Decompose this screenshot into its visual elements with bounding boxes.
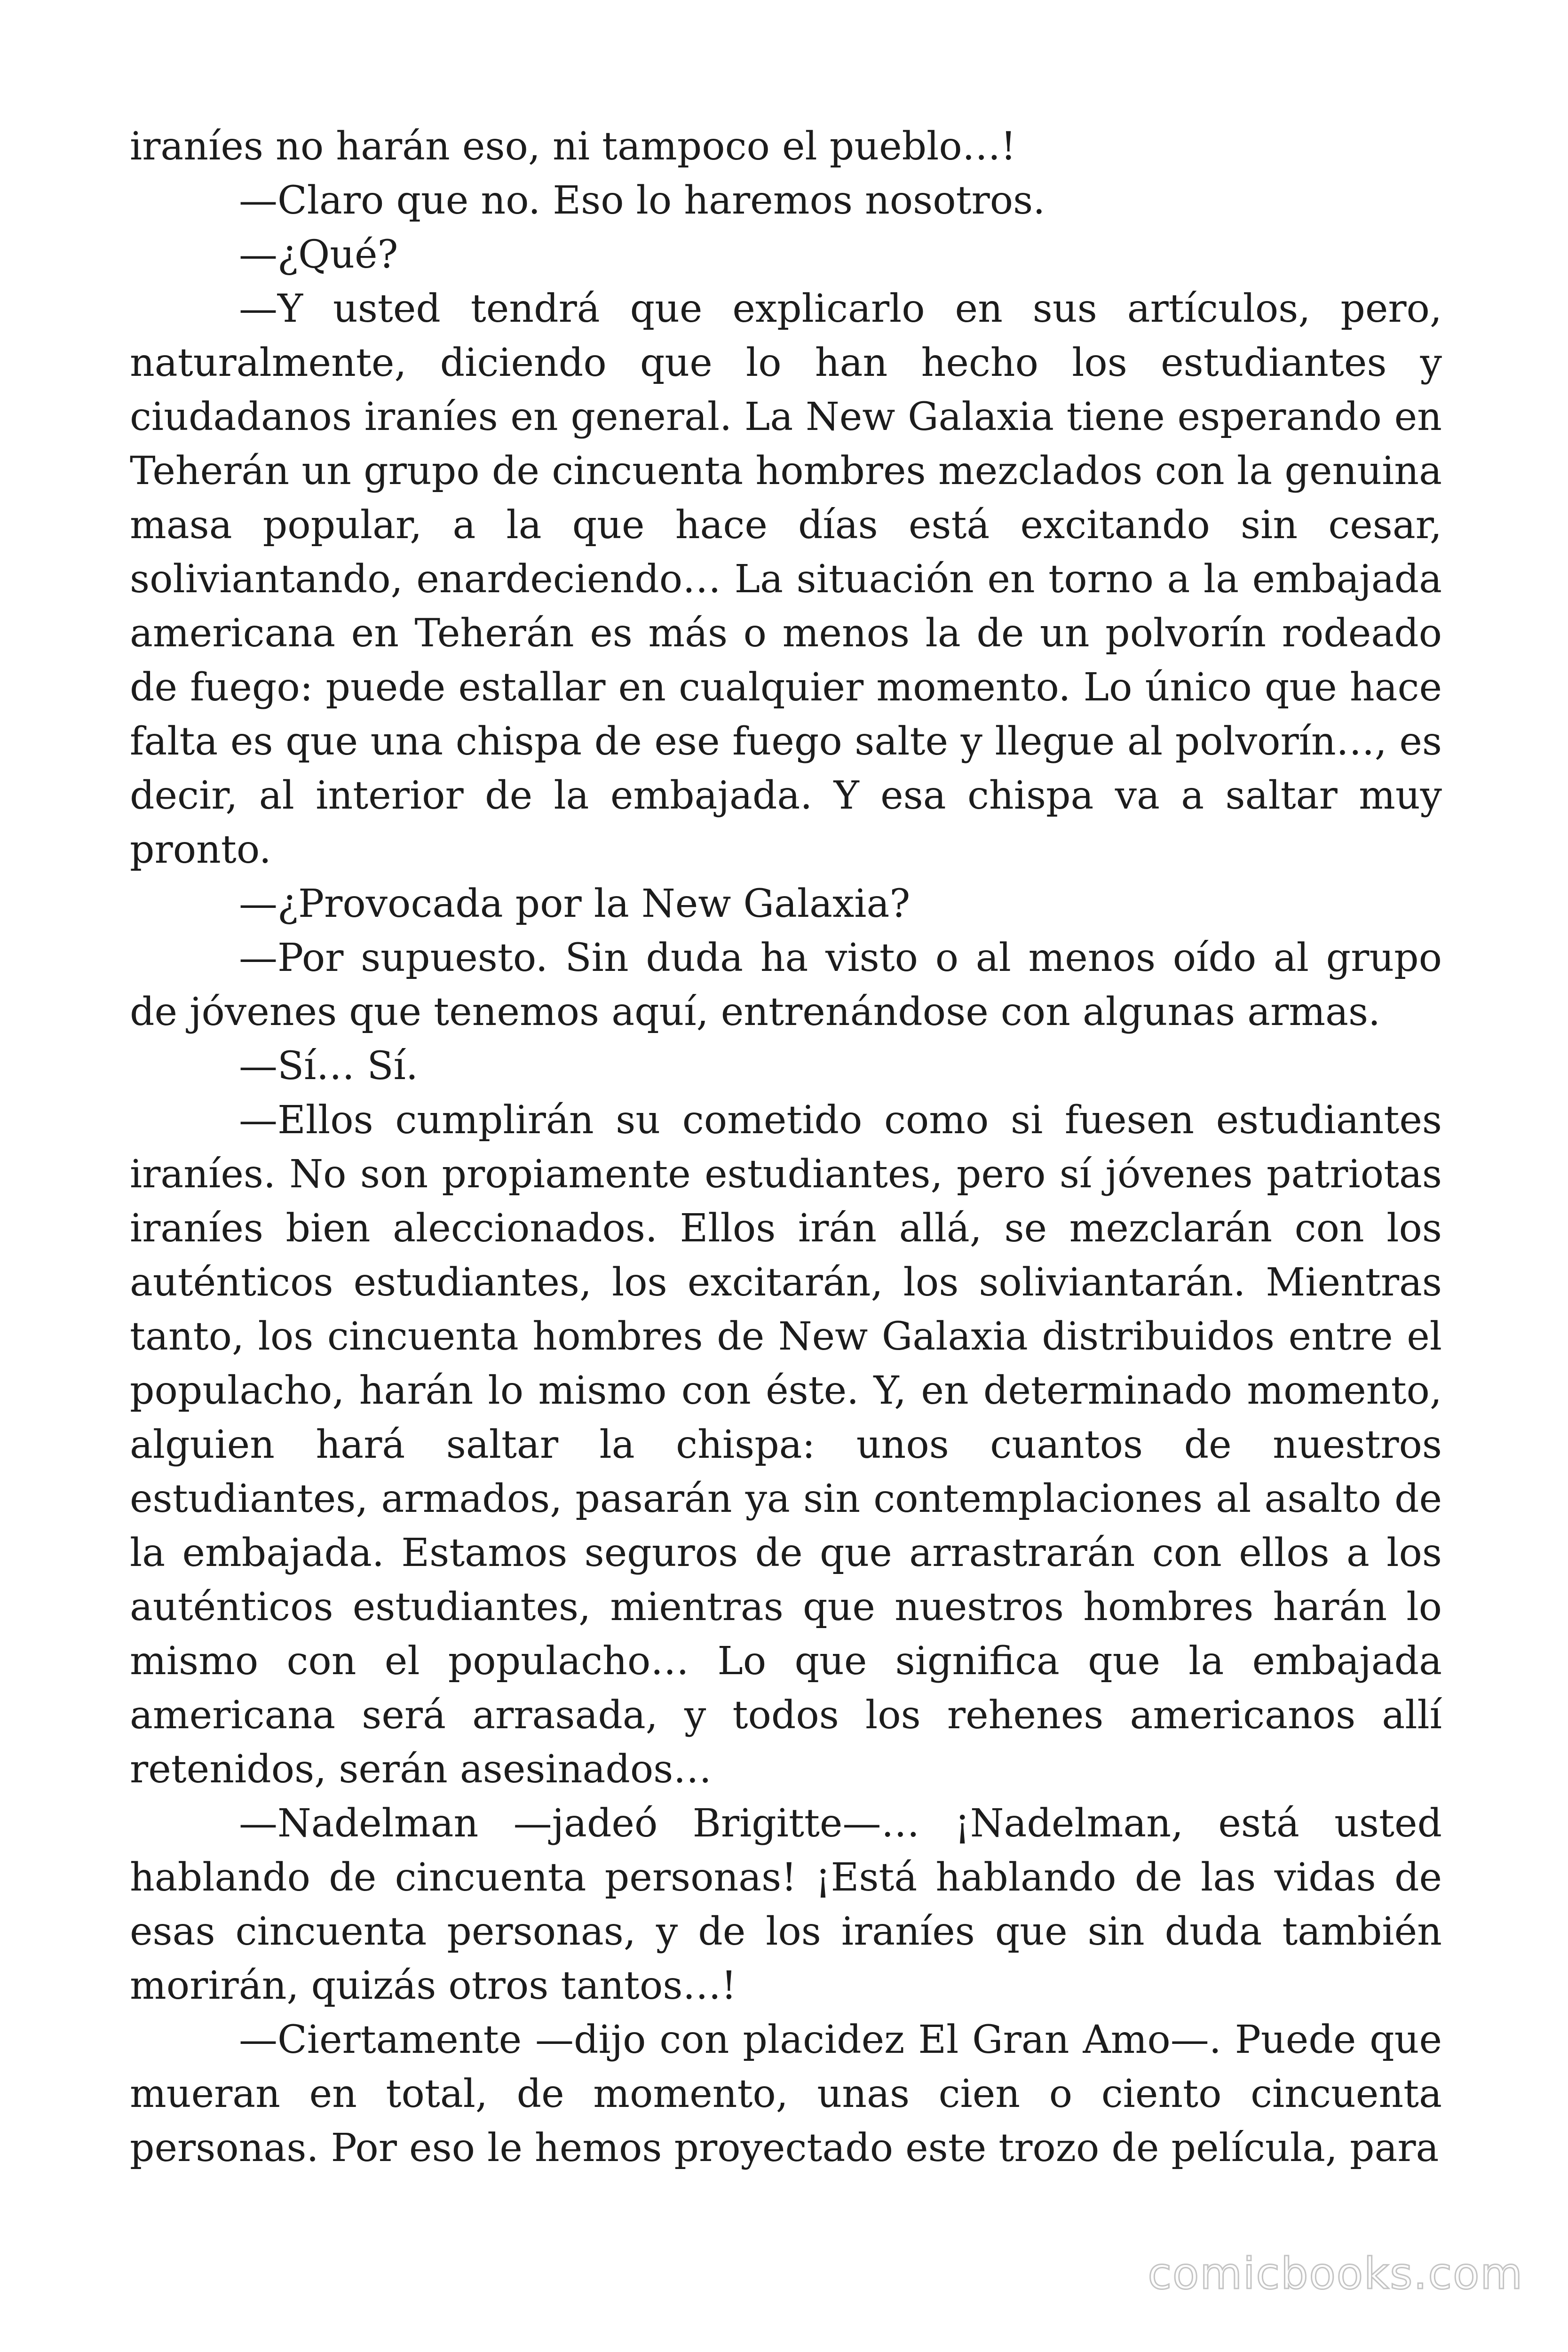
paragraph-dialogue: —Nadelman —jadeó Brigitte—… ¡Nadelman, está usted hablando de cincuenta personas! ¡Está hablando de las vidas de esas cincuenta personas, y de los iraníes que sin duda también morirán, quizás otros tantos…!: [130, 1801, 1442, 2008]
watermark: comicbooks.com: [1148, 2249, 1523, 2299]
paragraph-dialogue: —¿Provocada por la New Galaxia?: [239, 882, 911, 926]
paragraph-dialogue: —Sí… Sí.: [239, 1044, 418, 1089]
paragraph-dialogue: —Por supuesto. Sin duda ha visto o al menos oído al grupo de jóvenes que tenemos aquí, entrenándose con algunas armas.: [130, 936, 1442, 1034]
paragraph-dialogue: —Ciertamente —dijo con placidez El Gran Amo—. Puede que mueran en total, de momento, unas cien o ciento cincuenta personas. Por eso le hemos proyectado este trozo de película, para: [130, 2018, 1442, 2170]
paragraph-dialogue: —Y usted tendrá que explicarlo en sus artículos, pero, naturalmente, diciendo que lo han hecho los estudiantes y ciudadanos iraníes en general. La New Galaxia tiene esperando en Teherán un grupo de cincuenta hombres mezclados con la genuina masa popular, a la que hace días está excitando sin cesar, soliviantando, enardeciendo… La situación en torno a la embajada americana en Teherán es más o menos la de un polvorín rodeado de fuego: puede estallar en cualquier momento. Lo único que hace falta es que una chispa de ese fuego salte y llegue al polvorín…, es decir, al interior de la embajada. Y esa chispa va a saltar muy pronto.: [130, 286, 1442, 872]
paragraph-dialogue: —Claro que no. Eso lo haremos nosotros.: [239, 178, 1045, 223]
body-text: [130, 119, 1442, 2175]
paragraph-continuation: iraníes no harán eso, ni tampoco el pueblo…!: [130, 124, 1016, 169]
paragraph-dialogue: —¿Qué?: [239, 232, 398, 277]
paragraph-dialogue: —Ellos cumplirán su cometido como si fuesen estudiantes iraníes. No son propiamente estudiantes, pero sí jóvenes patriotas iraníes bien aleccionados. Ellos irán allá, se mezclarán con los auténticos estudiantes, los excitarán, los soliviantarán. Mientras tanto, los cincuenta hombres de New Galaxia distribuidos entre el populacho, harán lo mismo con éste. Y, en determinado momento, alguien hará saltar la chispa: unos cuantos de nuestros estudiantes, armados, pasarán ya sin contemplaciones al asalto de la embajada. Estamos seguros de que arrastrarán con ellos a los auténticos estudiantes, mientras que nuestros hombres harán lo mismo con el populacho… Lo que significa que la embajada americana será arrasada, y todos los rehenes americanos allí retenidos, serán asesinados…: [130, 1098, 1442, 1792]
